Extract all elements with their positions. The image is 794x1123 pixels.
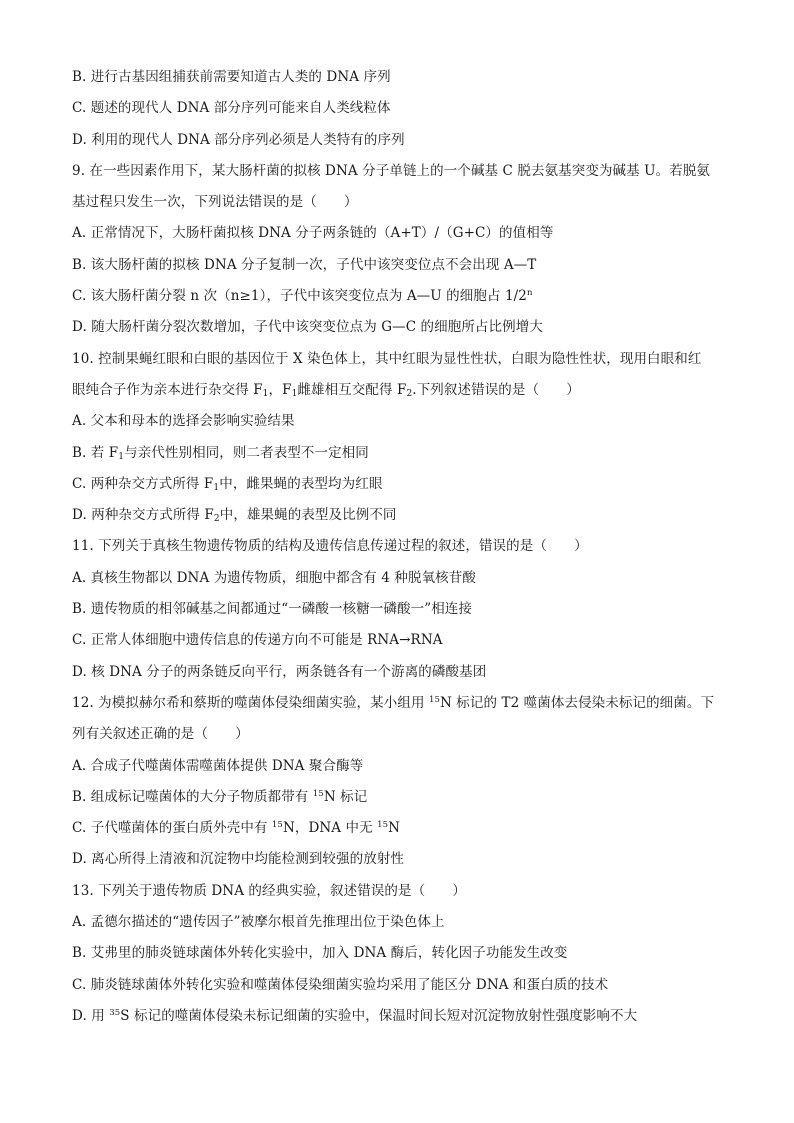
text-segment: A. 真核生物都以 DNA 为遗传物质，细胞中都含有 4 种脱氧核苷酸: [72, 569, 476, 586]
text-segment: 10. 控制果蝇红眼和白眼的基因位于 X 染色体上，其中红眼为显性性状，白眼为隐性性状，现用白眼和红: [72, 350, 702, 367]
exam-page: [72, 62, 722, 1032]
text-line: [72, 1001, 722, 1032]
subscript: 1: [213, 482, 220, 493]
text-segment: 与亲代性别相同，则二者表型不一定相同: [124, 444, 369, 461]
subscript: 1: [291, 388, 298, 399]
text-segment: B. 遗传物质的相邻碱基之间都通过“一磷酸一核糖一磷酸一”相连接: [72, 601, 473, 618]
text-segment: C. 正常人体细胞中遗传信息的传递方向不可能是 RNA→RNA: [72, 632, 443, 649]
subscript: 1: [118, 451, 125, 462]
text-segment: N: [388, 820, 401, 837]
text-line: [72, 500, 722, 531]
subscript: 1: [262, 388, 269, 399]
text-segment: 眼纯合子作为亲本进行杂交得 F: [72, 381, 263, 398]
text-line: [72, 312, 722, 343]
superscript: 15: [428, 694, 440, 705]
text-segment: A. 合成子代噬菌体需噬菌体提供 DNA 聚合酶等: [72, 757, 364, 774]
text-line: [72, 93, 722, 124]
text-line: [72, 250, 722, 281]
subscript: 2: [213, 514, 220, 525]
subscript: 2: [406, 388, 413, 399]
text-line: [72, 62, 722, 93]
text-segment: D. 核 DNA 分子的两条链反向平行，两条链各有一个游离的磷酸基团: [72, 663, 487, 680]
text-line: [72, 657, 722, 688]
superscript: 15: [312, 788, 324, 799]
text-line: [72, 125, 722, 156]
text-line: [72, 438, 722, 469]
text-line: [72, 218, 722, 249]
superscript: 35: [109, 1007, 121, 1018]
text-segment: C. 题述的现代人 DNA 部分序列可能来自人类线粒体: [72, 100, 391, 117]
text-segment: B. 若 F: [72, 444, 119, 461]
text-segment: 12. 为模拟赫尔希和蔡斯的噬菌体侵染细菌实验，某小组用: [72, 694, 429, 711]
text-line: [72, 531, 722, 562]
text-line: [72, 156, 722, 187]
text-segment: A. 孟德尔描述的“遗传因子”被摩尔根首先推理出位于染色体上: [72, 914, 445, 931]
text-line: [72, 751, 722, 782]
text-segment: D. 用: [72, 1007, 110, 1024]
text-segment: D. 随大肠杆菌分裂次数增加，子代中该突变位点为 G—C 的细胞所占比例增大: [72, 319, 543, 336]
text-line: [72, 594, 722, 625]
text-segment: C. 肺炎链球菌体外转化实验和噬菌体侵染细菌实验均采用了能区分 DNA 和蛋白质的技术: [72, 976, 609, 993]
text-segment: N 标记的 T2 噬菌体去侵染未标记的细菌。下: [439, 694, 715, 711]
text-segment: D. 离心所得上清液和沉淀物中均能检测到较强的放射性: [72, 851, 405, 868]
text-line: [72, 813, 722, 844]
text-segment: 中，雌果蝇的表型均为红眼: [219, 475, 383, 492]
superscript: 15: [377, 820, 389, 831]
text-line: [72, 970, 722, 1001]
text-segment: N，DNA 中无: [282, 820, 378, 837]
text-segment: .下列叙述错误的是（ ）: [412, 381, 580, 398]
text-segment: 13. 下列关于遗传物质 DNA 的经典实验，叙述错误的是（ ）: [72, 882, 467, 899]
text-segment: C. 该大肠杆菌分裂 n 次（n≥1），子代中该突变位点为 A—U 的细胞占 1/2: [72, 288, 527, 305]
text-segment: B. 艾弗里的肺炎链球菌体外转化实验中，加入 DNA 酶后，转化因子功能发生改变: [72, 945, 568, 962]
text-line: [72, 907, 722, 938]
text-line: [72, 782, 722, 813]
text-segment: 雌雄相互交配得 F: [297, 381, 407, 398]
text-line: [72, 281, 722, 312]
text-segment: D. 利用的现代人 DNA 部分序列必须是人类特有的序列: [72, 131, 405, 148]
text-segment: B. 该大肠杆菌的拟核 DNA 分子复制一次，子代中该突变位点不会出现 A—T: [72, 256, 537, 273]
text-line: [72, 406, 722, 437]
text-segment: D. 两种杂交方式所得 F: [72, 507, 214, 524]
text-segment: B. 组成标记噬菌体的大分子物质都带有: [72, 788, 313, 805]
text-line: [72, 938, 722, 969]
text-line: [72, 876, 722, 907]
text-line: [72, 688, 722, 719]
text-segment: C. 两种杂交方式所得 F: [72, 475, 214, 492]
text-line: [72, 375, 722, 406]
text-segment: A. 正常情况下，大肠杆菌拟核 DNA 分子两条链的（A+T）/（G+C）的值相等: [72, 225, 554, 242]
text-segment: 11. 下列关于真核生物遗传物质的结构及遗传信息传递过程的叙述，错误的是（ ）: [72, 538, 588, 555]
text-line: [72, 625, 722, 656]
text-segment: 列有关叙述正确的是（ ）: [72, 726, 249, 743]
text-segment: A. 父本和母本的选择会影响实验结果: [72, 413, 295, 430]
superscript: n: [526, 288, 533, 299]
text-line: [72, 719, 722, 750]
text-segment: 9. 在一些因素作用下，某大肠杆菌的拟核 DNA 分子单链上的一个碱基 C 脱去氨基突变为碱基 U。若脱氨: [72, 162, 711, 179]
text-segment: ，F: [268, 381, 292, 398]
text-line: [72, 344, 722, 375]
text-segment: C. 子代噬菌体的蛋白质外壳中有: [72, 820, 272, 837]
text-line: [72, 187, 722, 218]
text-segment: N 标记: [323, 788, 368, 805]
text-segment: 中，雄果蝇的表型及比例不同: [219, 507, 397, 524]
text-line: [72, 563, 722, 594]
text-segment: B. 进行古基因组捕获前需要知道古人类的 DNA 序列: [72, 69, 391, 85]
superscript: 15: [271, 820, 283, 831]
text-segment: S 标记的噬菌体侵染未标记细菌的实验中，保温时间长短对沉淀物放射性强度影响不大: [120, 1007, 638, 1024]
text-line: [72, 469, 722, 500]
text-segment: 基过程只发生一次，下列说法错误的是（ ）: [72, 194, 358, 211]
text-line: [72, 844, 722, 875]
